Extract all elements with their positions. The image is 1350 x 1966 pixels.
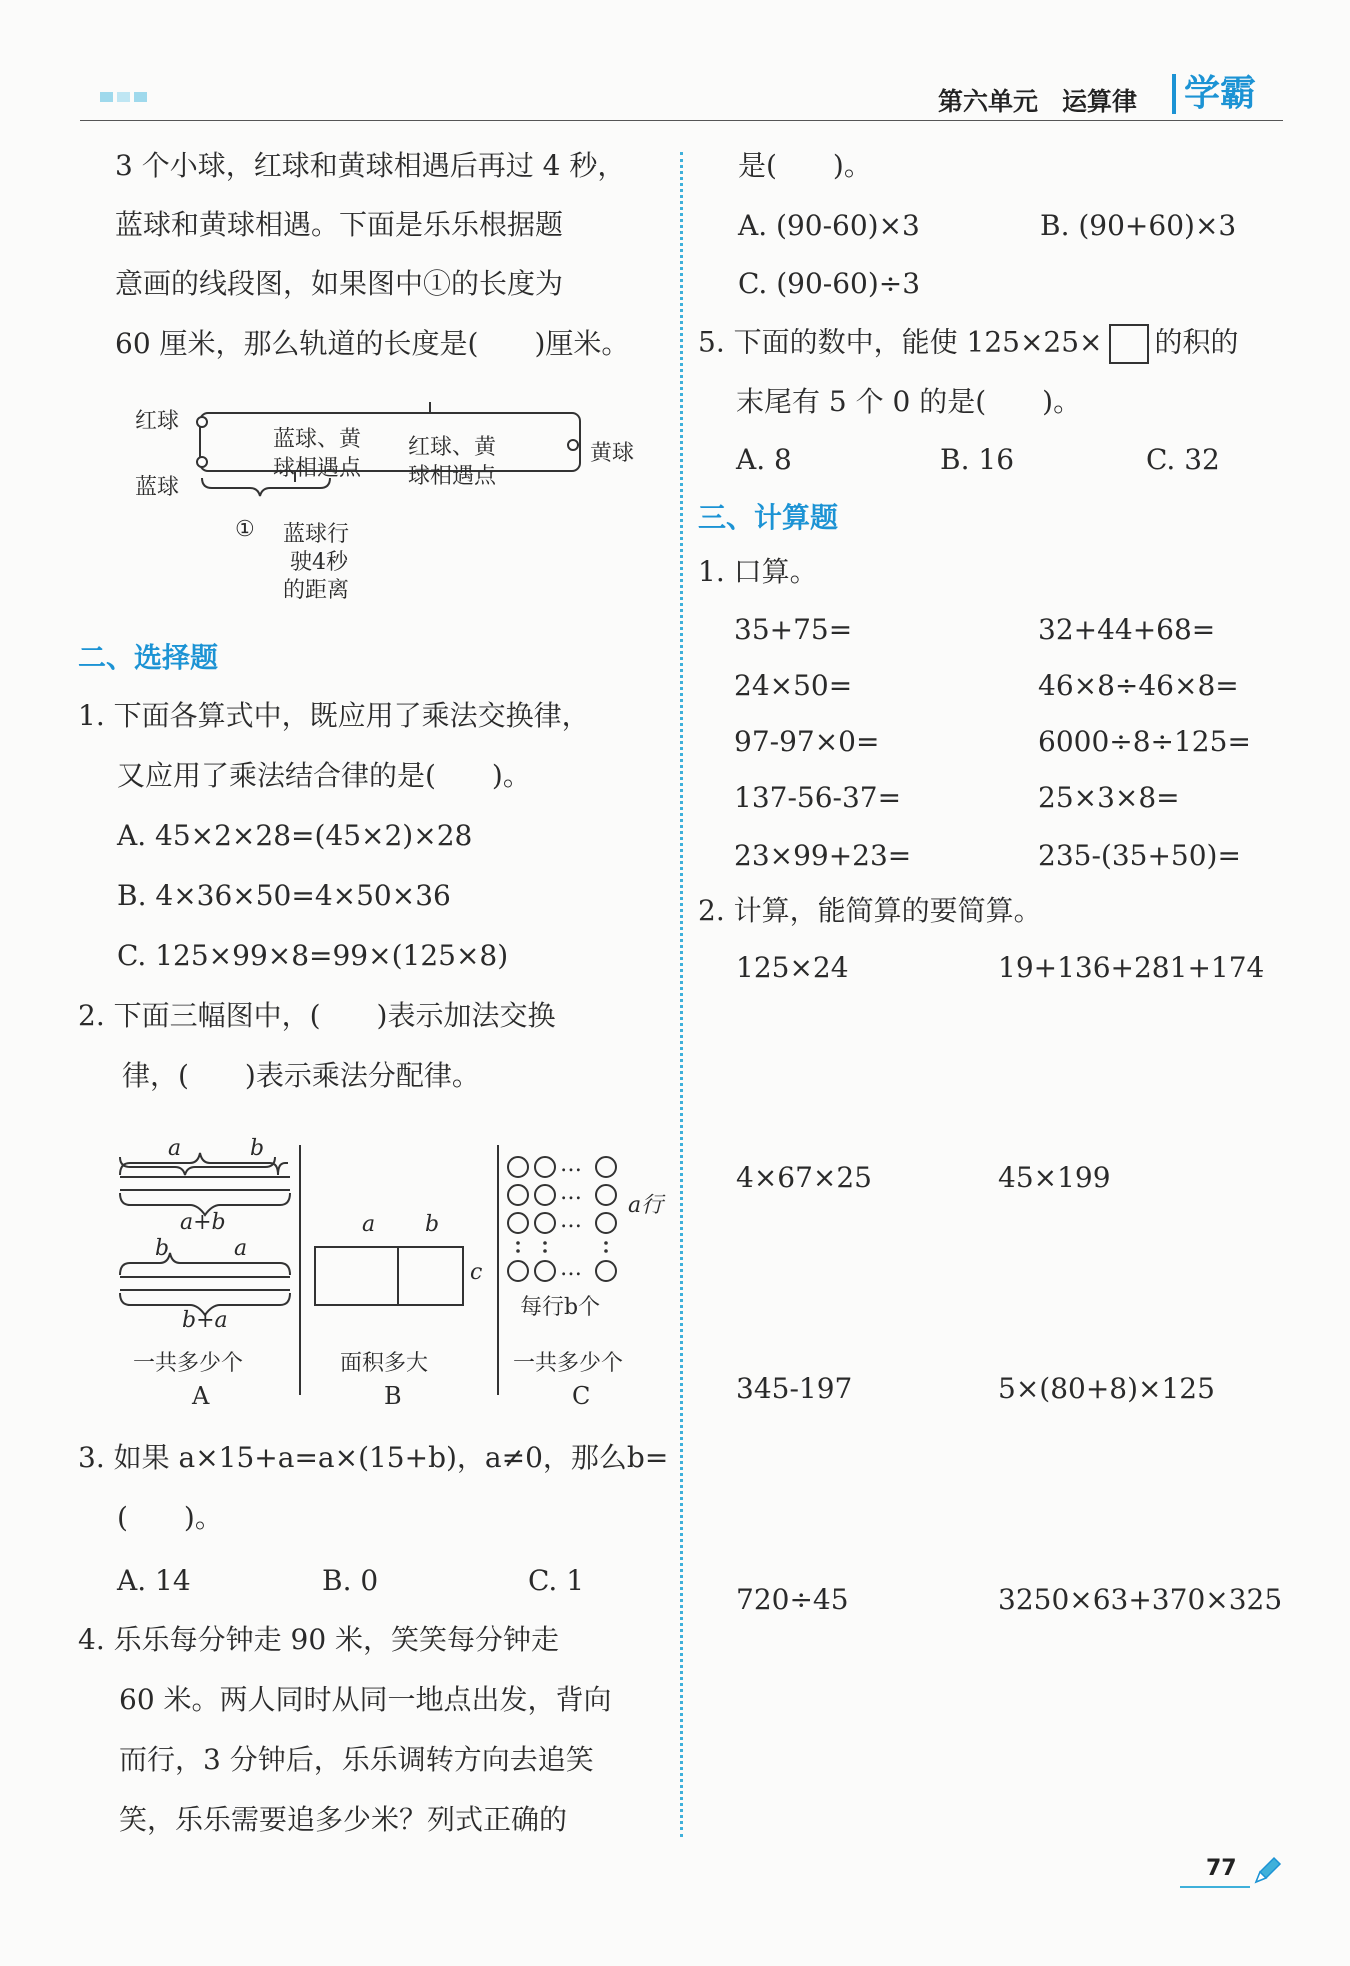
diagB-c: c (470, 1260, 483, 1285)
q4-option-b: B. (90+60)×3 (1040, 209, 1237, 242)
yellow-ball-label: 黄球 (590, 441, 635, 466)
column-divider (680, 152, 683, 1837)
diagC-caption: 一共多少个 (513, 1351, 624, 1376)
calc-4-2: 3250×63+370×325 (998, 1583, 1283, 1616)
calc-1-2: 19+136+281+174 (998, 951, 1265, 984)
section-2-title: 二、选择题 (78, 641, 219, 674)
diagB-a: a (362, 1212, 376, 1237)
section-3-title: 三、计算题 (698, 501, 839, 534)
q3-option-b: B. 0 (322, 1564, 379, 1597)
q5-stem-1a: 5. 下面的数中，能使 125×25× (698, 325, 1103, 359)
diagC-per-row-label: 每行b个 (520, 1295, 601, 1320)
diagA-b-plus-a: b+a (182, 1308, 228, 1333)
q5-stem-1b: 的积的 (1154, 325, 1239, 359)
diagA-a-second: a (234, 1236, 248, 1261)
diagA-a-plus-b: a+b (180, 1210, 226, 1235)
calc-2-2: 45×199 (998, 1161, 1111, 1194)
q3-stem-1: 3. 如果 a×15+a=a×(15+b)，a≠0，那么b= (78, 1441, 669, 1474)
q4-option-c: C. (90-60)÷3 (738, 267, 921, 300)
calc-3-1: 345-197 (736, 1372, 853, 1405)
intro-line-1: 3 个小球，红球和黄球相遇后再过 4 秒， (115, 149, 626, 182)
q5-stem-2: 末尾有 5 个 0 的是( )。 (736, 385, 1082, 418)
diagB-letter: B (384, 1382, 402, 1410)
diagC-dots-row4: … (560, 1256, 582, 1281)
q4-line-3: 而行，3 分钟后，乐乐调转方向去追笑 (119, 1743, 594, 1776)
q4-line-4: 笑，乐乐需要追多少米？列式正确的 (119, 1803, 568, 1836)
diagA-letter: A (192, 1382, 210, 1410)
oral-3-2: 6000÷8÷125= (1038, 725, 1251, 758)
distance-label-a: 蓝球行 (283, 522, 350, 547)
diagC-dots-row1: … (560, 1152, 582, 1177)
oral-title: 1. 口算。 (698, 555, 818, 588)
header-decoration (100, 92, 147, 102)
q5-option-b: B. 16 (940, 443, 1015, 476)
q3-option-a: A. 14 (117, 1564, 191, 1597)
segment-one-marker: ① (235, 517, 255, 542)
calc-3-2: 5×(80+8)×125 (998, 1372, 1215, 1405)
header-title (938, 82, 1137, 118)
meet-point-1-a: 蓝球、黄 (273, 427, 362, 452)
calc-2-1: 4×67×25 (736, 1161, 872, 1194)
calc-4-1: 720÷45 (736, 1583, 849, 1616)
oral-4-2: 25×3×8= (1038, 781, 1180, 814)
diagA-a-top: a (168, 1136, 182, 1161)
distance-label-b: 驶4秒 (290, 550, 348, 575)
diagB-caption: 面积多大 (340, 1351, 429, 1376)
intro-line-2: 蓝球和黄球相遇。下面是乐乐根据题 (115, 208, 564, 241)
brand-logo: 学霸 (1172, 74, 1256, 114)
diagA-b-second: b (155, 1236, 170, 1261)
oral-4-1: 137-56-37= (734, 781, 902, 814)
q3-stem-2: ( )。 (117, 1501, 223, 1534)
distance-label-c: 的距离 (283, 578, 350, 603)
q5-option-a: A. 8 (736, 443, 792, 476)
track-drawing (130, 400, 650, 530)
q1-option-a: A. 45×2×28=(45×2)×28 (117, 819, 473, 852)
calc-title: 2. 计算，能简算的要简算。 (698, 894, 1042, 927)
footer-rule (1180, 1886, 1250, 1888)
pencil-icon (1252, 1856, 1282, 1886)
oral-3-1: 97-97×0= (734, 725, 880, 758)
oral-1-1: 35+75= (734, 613, 853, 646)
diagB-b: b (425, 1212, 440, 1237)
diagC-dots-row3: … (560, 1208, 582, 1233)
q3-option-c: C. 1 (528, 1564, 585, 1597)
q4-line-2: 60 米。两人同时从同一地点出发，背向 (119, 1683, 612, 1716)
header-rule (80, 120, 1283, 121)
diagA-caption: 一共多少个 (133, 1351, 244, 1376)
topic-label: 运算律 (1062, 87, 1138, 116)
intro-line-4: 60 厘米，那么轨道的长度是( )厘米。 (115, 327, 630, 360)
oral-5-2: 235-(35+50)= (1038, 839, 1241, 872)
meet-point-2-a: 红球、黄 (408, 435, 497, 460)
unit-label: 第六单元 (938, 87, 1039, 116)
diagA-b-top: b (250, 1136, 265, 1161)
calc-1-1: 125×24 (736, 951, 849, 984)
diagC-dots-row2: … (560, 1180, 582, 1205)
q5-stem-1 (698, 324, 1239, 364)
answer-box (1109, 324, 1149, 364)
oral-2-2: 46×8÷46×8= (1038, 669, 1239, 702)
q1-option-b: B. 4×36×50=4×50×36 (117, 879, 451, 912)
oral-1-2: 32+44+68= (1038, 613, 1216, 646)
diagC-letter: C (572, 1382, 591, 1410)
red-ball-label: 红球 (135, 409, 180, 434)
oral-2-1: 24×50= (734, 669, 853, 702)
diagC-rows-label: a行 (628, 1193, 664, 1218)
page-number: 77 (1206, 1856, 1237, 1881)
q1-option-c: C. 125×99×8=99×(125×8) (117, 939, 509, 972)
blue-ball-label: 蓝球 (135, 475, 180, 500)
q2-stem-2: 律，( )表示乘法分配律。 (122, 1059, 480, 1092)
q5-option-c: C. 32 (1146, 443, 1220, 476)
q4-line-1: 4. 乐乐每分钟走 90 米，笑笑每分钟走 (78, 1623, 560, 1656)
meet-point-1-b: 球相遇点 (273, 456, 362, 481)
intro-line-3: 意画的线段图，如果图中①的长度为 (115, 267, 564, 300)
oral-5-1: 23×99+23= (734, 839, 912, 872)
q4-end: 是( )。 (738, 149, 872, 182)
q4-option-a: A. (90-60)×3 (738, 209, 920, 242)
q1-stem-2: 又应用了乘法结合律的是( )。 (117, 759, 531, 792)
q2-stem-1: 2. 下面三幅图中，( )表示加法交换 (78, 999, 556, 1032)
meet-point-2-b: 球相遇点 (408, 464, 497, 489)
q1-stem-1: 1. 下面各算式中，既应用了乘法交换律， (78, 699, 590, 732)
